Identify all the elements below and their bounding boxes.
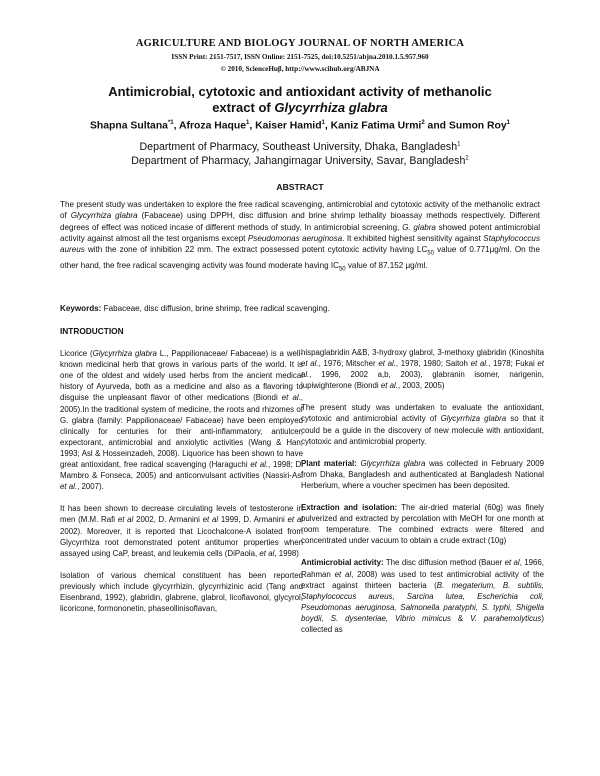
text-italic: et al. bbox=[301, 359, 319, 369]
text-run: The present study was undertaken to evaluate the antioxidant, cytotoxic and antimicrobial activity of bbox=[301, 403, 544, 424]
text-run: hispaglabridin A&B, 3-hydroxy glabrol, 3-methoxy glabridin (Kinoshita bbox=[301, 348, 544, 357]
text-italic: Glycyrrhiza glabra bbox=[360, 458, 426, 468]
paragraph bbox=[301, 347, 544, 391]
text-italic: Glycyrrhiza glabra bbox=[440, 414, 507, 424]
abstract-italic: Staphylococcus aureus bbox=[60, 233, 540, 255]
author-mark: 1 bbox=[506, 120, 510, 126]
text-italic: et al. bbox=[380, 381, 398, 391]
paragraph bbox=[301, 502, 544, 546]
author-mark: 1 bbox=[246, 120, 250, 126]
abstract-subscript: 50 bbox=[427, 250, 434, 257]
abstract-italic: Glycyrrhiza glabra bbox=[70, 211, 138, 221]
author-mark: 2 bbox=[421, 120, 425, 126]
paragraph bbox=[60, 348, 303, 492]
abstract-run: The present study was undertaken to explore the free radical scavenging, antimicrobial and cytotoxic activity of the methanolic extract of bbox=[60, 200, 540, 221]
paragraph bbox=[60, 503, 303, 558]
abstract-italic: G. glabra bbox=[402, 222, 436, 232]
text-run: , 1998) bbox=[274, 548, 299, 558]
author-name: Kaniz Fatima Urmi bbox=[330, 120, 422, 132]
introduction-heading: INTRODUCTION bbox=[60, 326, 124, 336]
title-line-1: Antimicrobial, cytotoxic and antioxidant activity of methanolic bbox=[108, 84, 492, 99]
text-italic: et al. bbox=[60, 482, 78, 492]
text-italic: et al bbox=[281, 393, 299, 403]
copyright-line: © 2010, ScienceHuβ, http://www.scihub.org/ABJNA bbox=[220, 65, 380, 73]
text-italic: et al bbox=[117, 515, 134, 525]
text-run: , 2008) was used to test antimicrobial activity of the extract against thirteen bacteria ( bbox=[301, 569, 544, 590]
left-column bbox=[60, 326, 303, 625]
author-mark: *1 bbox=[167, 120, 174, 126]
text-italic: et al bbox=[504, 558, 520, 568]
right-column bbox=[301, 347, 544, 646]
author-name: Kaiser Hamid bbox=[255, 120, 322, 132]
text-italic: et al. bbox=[250, 460, 269, 470]
text-italic: et al bbox=[334, 569, 352, 579]
title-species: Glycyrrhiza glabra bbox=[274, 100, 388, 115]
abstract-heading: ABSTRACT bbox=[276, 182, 324, 192]
text-run: 2002, D. Armanini bbox=[133, 515, 203, 525]
paragraph bbox=[301, 458, 544, 491]
affiliation-mark: 1 bbox=[457, 141, 461, 148]
text-italic: et al bbox=[287, 515, 303, 525]
text-run: L., Pappilionaceae/ Fabaceae) is a well-known medicinal herb that grows in various parts of the world. It is one of the oldest and widely used herbs from the ancient medical history of Ayurveda, both as a medicine and also as a flavoring to disguise the unpleasant flavor of other medications (Biondi bbox=[60, 349, 303, 403]
affiliation-text: Department of Pharmacy, Southeast University, Dhaka, Bangladesh bbox=[139, 141, 458, 153]
abstract-run: (Fabaceae) using DPPH, disc diffusion and brine shrimp lethality bioassay methods respectively. Different degrees of effect was noticed incase of different methods of study. In antimicrobial screening, bbox=[60, 211, 540, 232]
text-italic: et al. bbox=[301, 359, 544, 380]
text-run: , 1998; Di Mambro & Fonseca, 2005) and anticonvulsant activities (Nassiri-Asl bbox=[60, 460, 304, 481]
text-run: , 1978; Fukai bbox=[488, 359, 538, 369]
paragraph: Isolation of various chemical constituent has been reported previously which include glycyrrhizin, glycyrrhizinic acid (Tang and Eisenbrand, 1992), glabridin, glabrene, glabrol, licoflavonol, glycyrol, licoricone, formononetin, phaseollinisoflavan, bbox=[60, 570, 303, 614]
text-italic: B. megaterium, B. subtilis, Staphylococcus aureus, Sarcina lutea, Escherichia coli, Pseudomonas aeruginosa, Salmonella paratyphi, S. typhi, Shigella boydii, S. dysenteriae, Vibrio mimicus bbox=[301, 580, 544, 623]
paragraph-lead: Plant material: bbox=[301, 458, 357, 468]
text-run: , 2007). bbox=[77, 482, 104, 492]
author-list: Shapna Sultana$^{*1}$, Afroza Haque$^1$, Kaiser Hamid$^1$, Kaniz Fatima Urmi$^2$ and Sumon Roy$^1$ bbox=[90, 120, 510, 132]
keywords-text: Fabaceae, disc diffusion, brine shrimp, free radical scavenging. bbox=[101, 304, 330, 313]
abstract-run: value of 0.771μg/ml. On the other hand, the free radical scavenging activity was found moderate having IC bbox=[60, 245, 540, 271]
text-italic: V. parahemolyticus bbox=[470, 613, 542, 623]
text-italic: et al bbox=[259, 548, 275, 558]
text-run: 2002). Moreover, it is reported that Licochalcone-A isolated from Glycyrrhiza root demonstrated potent antitumor properties when assayed using CaP, breast, and leukemia cells (DiPaola, bbox=[60, 526, 303, 558]
keywords bbox=[60, 304, 540, 313]
paragraph bbox=[301, 557, 544, 635]
paragraph bbox=[301, 402, 544, 446]
author-name: Sumon Roy bbox=[448, 120, 507, 132]
text-run: , 1996, 2002 a,b, 2003), glabranin isomer, narigenin, lupiwighterone (Biondi bbox=[301, 370, 544, 391]
issn-line: ISSN Print: 2151-7517, ISSN Online: 2151-7525, doi:10.5251/abjna.2010.1.5.957.960 bbox=[171, 53, 429, 61]
abstract-run: value of 87.152 μg/ml. bbox=[345, 261, 428, 271]
abstract-run: showed potent antimicrobial activity against almost all the test organisms except bbox=[60, 222, 540, 243]
text-italic: et al. bbox=[378, 359, 396, 369]
text-run: , 1966, Rahman bbox=[301, 558, 544, 579]
paper-title bbox=[60, 84, 540, 116]
text-run: 1999, D. Armanini bbox=[218, 515, 288, 525]
author-mark: 1 bbox=[321, 120, 325, 126]
text-run: The air-dried material (60g) was finely pulverized and extracted by percolation with MeOH for one month at room temperature. The combined extracts were filtered and concentrated under vacuum to obtain a crude extract (10g) bbox=[301, 503, 544, 546]
abstract-run: with the zone of inhibition 22 mm. The extract possessed potent cytotoxic activity having LC bbox=[84, 245, 428, 255]
text-run: so that it could be a guide in the discovery of new molecule with antioxidant, cytotoxic and antimicrobial property. bbox=[301, 414, 544, 446]
abstract-run: . It exhibited highest sensitivity against bbox=[342, 233, 484, 243]
paragraph-lead: Antimicrobial activity: bbox=[301, 558, 384, 568]
text-run: It has been shown to decrease circulating levels of testosterone in men (M.M. Rafi bbox=[60, 504, 303, 525]
text-run: ., 2005).In the traditional system of medicine, the roots and rhizomes of G. glabra (family: Pappilionaceae/ Fabaceae) have been employed clinically for centuries for their anti-inflammatory, antiulcer, expectorant, antimicrobial and anxiolytic activities (Wang & Han, 1993; Asl & Hosseinzadeh, 2008). Liquorice has been shown to have great antioxidant, free radical scavenging (Haraguchi bbox=[60, 393, 304, 470]
text-run: was collected in February 2009 from Dhaka, Bangladesh and authenticated at Bangladesh National Herberium, where a voucher specimen has been deposited. bbox=[301, 458, 544, 490]
abstract-subscript: 50 bbox=[338, 266, 346, 273]
paragraph-lead: Extraction and isolation: bbox=[301, 503, 398, 513]
text-run: , 2003, 2005) bbox=[397, 381, 445, 391]
text-run: Licorice ( bbox=[60, 349, 93, 359]
text-run: , 1976; Mitscher bbox=[318, 359, 379, 369]
text-run: The disc diffusion method (Bauer bbox=[383, 558, 505, 568]
text-run: , 1978, 1980; Saitoh bbox=[395, 359, 471, 369]
abstract-italic: Pseudomonas aeruginosa bbox=[247, 233, 343, 243]
affiliation-2 bbox=[0, 155, 600, 167]
text-italic: et al. bbox=[470, 359, 489, 369]
keywords-label: Keywords: bbox=[60, 304, 102, 313]
title-line-2-prefix: extract of bbox=[212, 100, 275, 115]
journal-name: AGRICULTURE AND BIOLOGY JOURNAL OF NORTH AMERICA bbox=[135, 38, 465, 49]
affiliation-mark: 2 bbox=[465, 155, 469, 162]
affiliation-1 bbox=[0, 141, 600, 153]
affiliation-text: Department of Pharmacy, Jahangirnagar University, Savar, Bangladesh bbox=[131, 155, 466, 167]
text-run: ) collected as bbox=[301, 613, 545, 634]
abstract-text bbox=[60, 199, 540, 276]
author-name: Afroza Haque bbox=[179, 120, 246, 132]
text-run: & bbox=[450, 613, 471, 623]
text-italic: Glycyrrhiza glabra bbox=[92, 349, 157, 359]
text-italic: et al bbox=[202, 515, 219, 525]
author-name: Shapna Sultana bbox=[90, 120, 168, 132]
